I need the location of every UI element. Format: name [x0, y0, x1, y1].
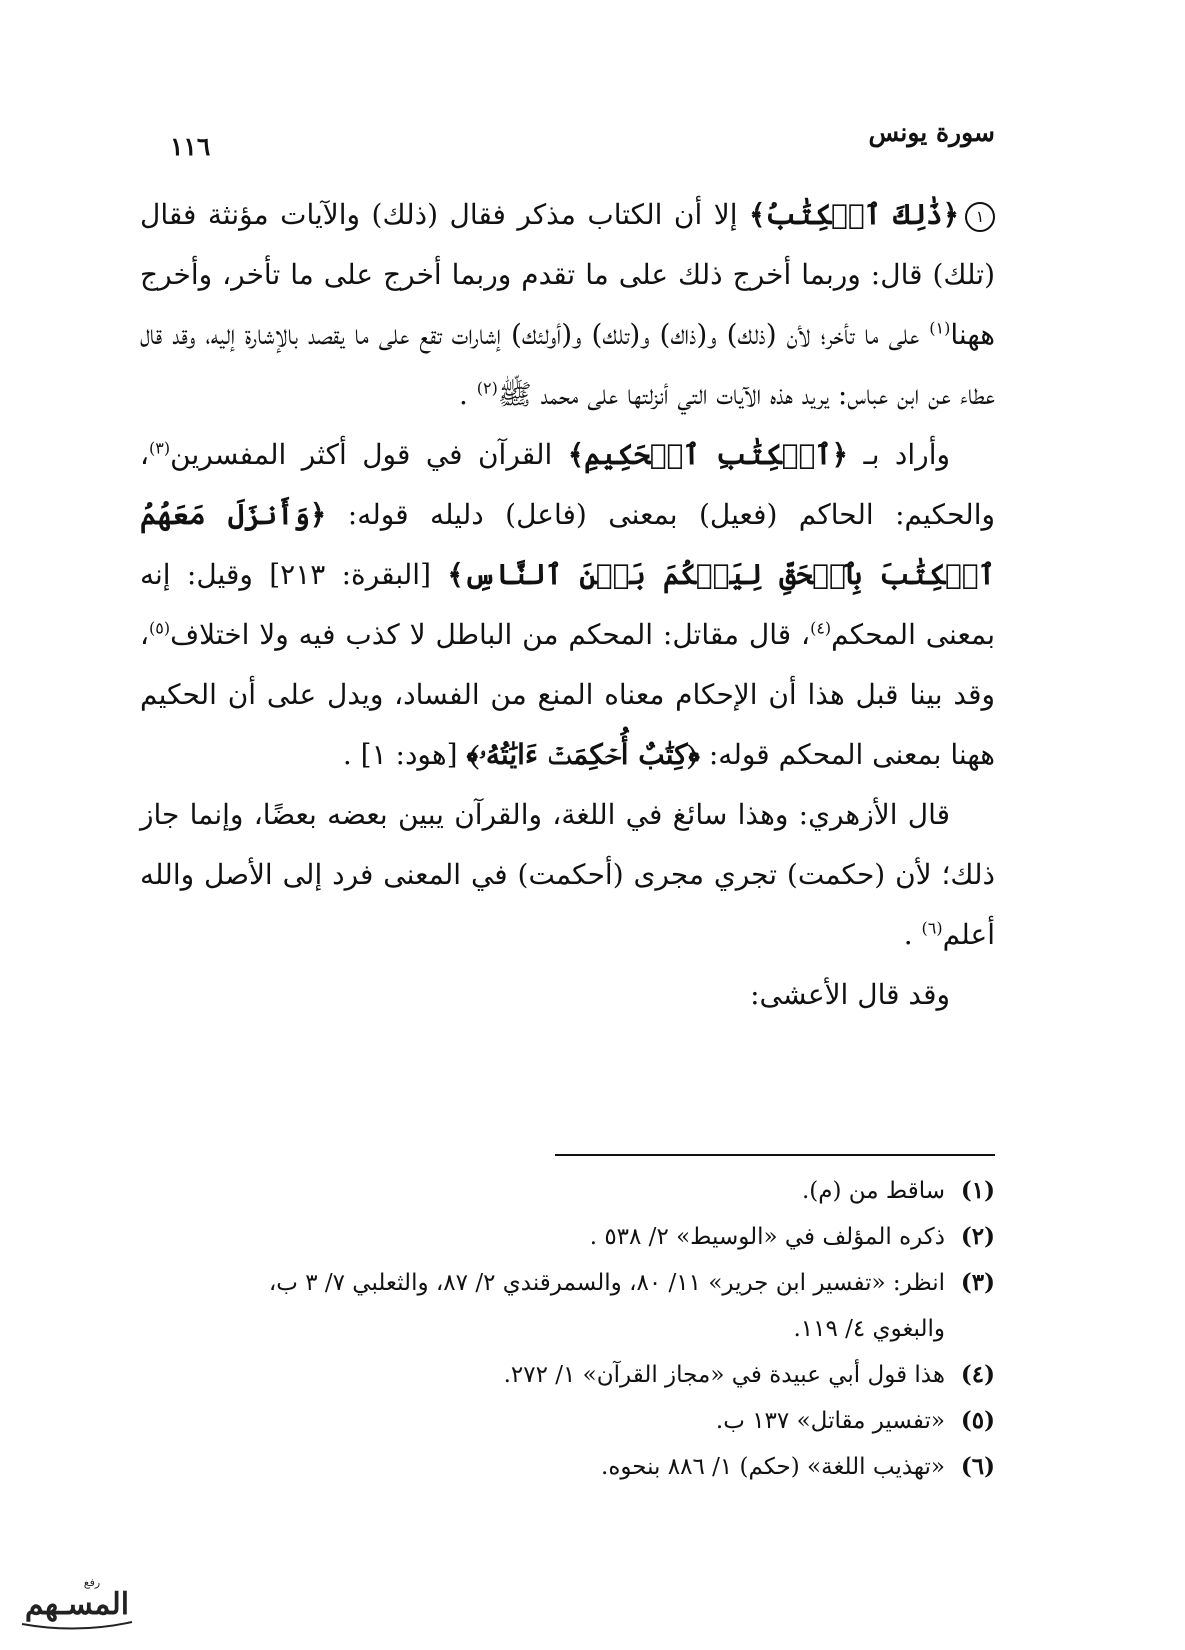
paragraph-text: إلا أن الكتاب مذكر فقال (ذلك) والآيات مؤنثة فقال (تلك) قال: وربما أخرج ذلك على ما تقدم وربما أخرج على ما تأخر، وأخرج ههنا — [140, 198, 996, 351]
footnote-text: انظر: «تفسير ابن جرير» ١١/ ٨٠، والسمرقندي ٢/ ٨٧، والثعلبي ٧/ ٣ ب، — [268, 1270, 945, 1296]
footnote-text: هذا قول أبي عبيدة في «مجاز القرآن» ١/ ٢٧٢. — [503, 1362, 945, 1388]
footnote-item — [140, 1168, 995, 1214]
footnote-item — [140, 1260, 995, 1352]
quran-quote: ﴿ٱلۡكِتَٰبِ ٱلۡحَكِيمِ﴾ — [567, 438, 849, 471]
paragraph-text: وقد قال الأعشى: — [750, 978, 950, 1011]
footnote-ref[interactable]: (٦) — [921, 918, 943, 938]
watermark-logo — [12, 1572, 142, 1636]
footnote-text: «تهذيب اللغة» (حكم) ١/ ٨٨٦ بنحوه. — [601, 1454, 945, 1480]
watermark-logo-text: المسـهم — [24, 1587, 130, 1622]
footnote-text: ذكره المؤلف في «الوسيط» ٢/ ٥٣٨ . — [589, 1224, 945, 1250]
main-text — [140, 185, 995, 1025]
footnote-number: (٦) — [960, 1453, 995, 1480]
paragraph-text: ، والحكيم: الحاكم (فعيل) بمعنى (فاعل) دليله قوله: — [140, 438, 995, 531]
footnote-number: (١) — [960, 1177, 995, 1204]
ayah-number-marker: ١ — [965, 202, 995, 232]
page-header — [150, 118, 995, 168]
page-number: ١١٦ — [170, 132, 211, 161]
footnote-ref[interactable]: (٤) — [810, 618, 832, 638]
watermark-small-text: رفع — [83, 1576, 101, 1589]
paragraph-text: [البقرة: ٢١٣] وقيل: إنه بمعنى المحكم — [140, 558, 995, 651]
footnote-item — [140, 1352, 995, 1398]
paragraph-1 — [140, 185, 995, 425]
quran-quote: ﴿كِتَٰبٌ أُحۡكِمَتۡ ءَايَٰتُهُۥ﴾ — [466, 738, 700, 771]
paragraph-text: ، وقد بينا قبل هذا أن الإحكام معناه المنع من الفساد، ويدل على أن الحكيم ههنا بمعنى المحكم قوله: — [140, 618, 995, 771]
paragraph-text: قال الأزهري: وهذا سائغ في اللغة، والقرآن يبين بعضه بعضًا، وإنما جاز ذلك؛ لأن (حكمت) تجري مجرى (أحكمت) في المعنى فرد إلى الأصل والله أعلم — [140, 798, 995, 951]
paragraph-text: ، قال مقاتل: المحكم من الباطل لا كذب فيه ولا اختلاف — [170, 618, 811, 651]
paragraph-text: . — [458, 378, 477, 411]
paragraph-2 — [140, 425, 995, 785]
surah-title: سورة يونس — [868, 118, 995, 147]
footnote-text: «تفسير مقاتل» ١٣٧ ب. — [715, 1408, 945, 1434]
footnote-item — [140, 1214, 995, 1260]
quran-quote: ﴿وَأَنزَلَ مَعَهُمُ ٱلۡكِتَٰبَ بِٱلۡحَقِّ لِيَحۡكُمَ بَيۡنَ ٱلنَّاسِ﴾ — [140, 498, 995, 591]
footnote-text: ساقط من (م). — [801, 1178, 945, 1204]
footnote-ref[interactable]: (٣) — [149, 438, 171, 458]
paragraph-text: وأراد بـ — [848, 438, 950, 471]
footnote-ref[interactable]: (٢) — [476, 378, 498, 398]
footnotes — [140, 1168, 995, 1490]
paragraph-4 — [140, 965, 995, 1025]
footnote-item — [140, 1444, 995, 1490]
footnote-number: (٤) — [960, 1361, 995, 1388]
paragraph-text: القرآن في قول أكثر المفسرين — [170, 438, 568, 471]
footnote-ref[interactable]: (٥) — [149, 618, 171, 638]
footnote-text-continuation: والبغوي ٤/ ١١٩. — [793, 1316, 945, 1342]
footnote-number: (٢) — [960, 1223, 995, 1250]
paragraph-text: على ما تأخر؛ لأن (ذلك) و(ذاك) و(تلك) و(أولئك) إشارات تقع على ما يقصد بالإشارة إليه، وقد قال عطاء عن ابن عباس: يريد هذه الآيات التي أنزلتها على محمد ﷺ — [140, 318, 995, 411]
footnote-number: (٥) — [960, 1407, 995, 1434]
footnote-number: (٣) — [960, 1269, 995, 1296]
footnote-item — [140, 1398, 995, 1444]
paragraph-text: . — [903, 918, 922, 951]
footnote-ref[interactable]: (١) — [929, 318, 951, 338]
quran-quote: ﴿ذَٰلِكَ ٱلۡكِتَٰبُ﴾ — [749, 198, 959, 231]
paragraph-3 — [140, 785, 995, 965]
footnote-divider — [555, 1154, 995, 1156]
paragraph-text: [هود: ١] . — [342, 738, 467, 771]
